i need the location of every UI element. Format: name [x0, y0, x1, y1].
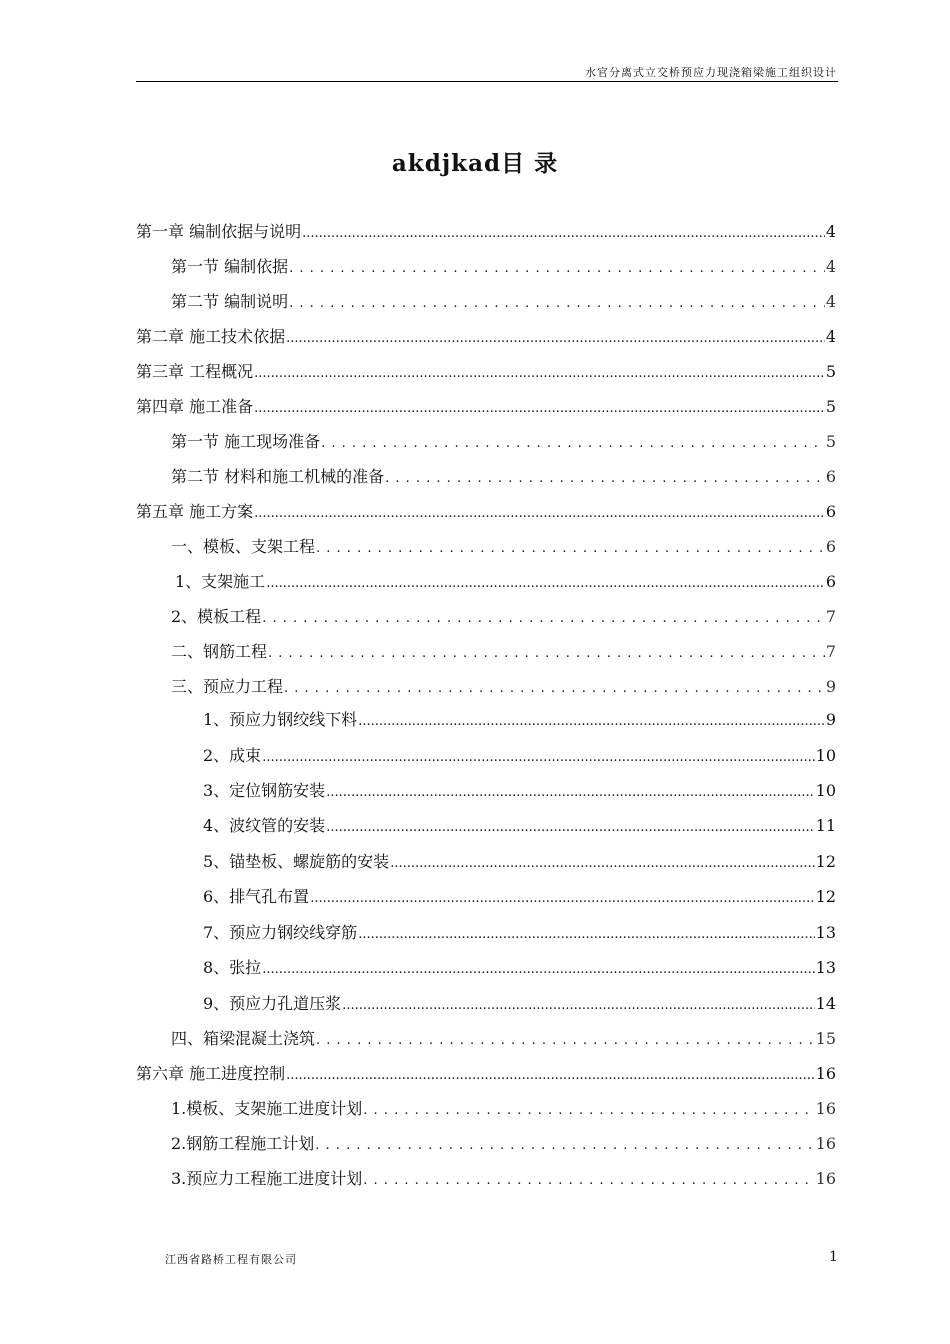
- toc-entry-label: 8、张拉: [203, 958, 262, 977]
- toc-dot-leader: [268, 646, 825, 661]
- toc-entry-label: 4、波纹管的安装: [203, 816, 326, 835]
- toc-entry-page: 12: [815, 887, 836, 906]
- toc-dot-leader: [316, 1033, 815, 1048]
- toc-entry-label: 一、模板、支架工程: [171, 537, 316, 556]
- toc-entry-page: 4: [825, 257, 836, 276]
- toc-entry-label: 第五章 施工方案: [136, 502, 254, 521]
- toc-entry[interactable]: [171, 1166, 836, 1190]
- toc-entry-label: 1、支架施工: [175, 572, 266, 591]
- toc-entry-page: 16: [815, 1169, 836, 1188]
- toc-entry-label: 3.预应力工程施工进度计划: [171, 1169, 363, 1188]
- toc-entry-page: 12: [815, 852, 836, 871]
- toc-dot-leader: [342, 998, 814, 1013]
- footer-company: 江西省路桥工程有限公司: [165, 1253, 297, 1266]
- toc-entry-label: 第三章 工程概况: [136, 362, 254, 381]
- toc-entry[interactable]: [171, 1096, 836, 1120]
- toc-entry[interactable]: [136, 499, 836, 523]
- toc-entry-page: 5: [825, 432, 836, 451]
- toc-entry-page: 16: [815, 1099, 836, 1118]
- toc-entry[interactable]: [203, 849, 836, 873]
- toc-entry[interactable]: [136, 359, 836, 383]
- toc-entry[interactable]: [203, 955, 836, 979]
- toc-entry-page: 7: [825, 607, 836, 626]
- toc-dot-leader: [316, 541, 825, 556]
- toc-entry-label: 第一节 施工现场准备: [171, 432, 321, 451]
- toc-dot-leader: [310, 891, 814, 906]
- toc-entry-label: 7、预应力钢绞线穿筋: [203, 923, 358, 942]
- toc-entry[interactable]: [171, 604, 836, 628]
- toc-entry-label: 1、预应力钢绞线下料: [203, 710, 358, 729]
- toc-dot-leader: [315, 1138, 814, 1153]
- toc-entry[interactable]: [171, 254, 836, 278]
- toc-entry-page: 7: [825, 642, 836, 661]
- toc-dot-leader: [358, 714, 825, 729]
- footer-page-number: 1: [829, 1249, 838, 1265]
- toc-entry-label: 2、模板工程: [171, 607, 262, 626]
- toc-entry[interactable]: [203, 743, 836, 767]
- toc-entry-page: 5: [825, 362, 836, 381]
- toc-entry-label: 6、排气孔布置: [203, 887, 310, 906]
- toc-entry-page: 16: [815, 1134, 836, 1153]
- toc-entry-label: 2、成束: [203, 746, 262, 765]
- toc-entry-page: 4: [825, 292, 836, 311]
- toc-entry-page: 10: [815, 746, 836, 765]
- toc-dot-leader: [321, 436, 825, 451]
- toc-entry-page: 9: [825, 710, 836, 729]
- toc-entry[interactable]: [203, 991, 836, 1015]
- toc-entry[interactable]: [171, 534, 836, 558]
- toc-entry-label: 三、预应力工程: [171, 677, 284, 696]
- toc-entry-page: 4: [825, 327, 836, 346]
- toc-entry[interactable]: [171, 1026, 836, 1050]
- toc-dot-leader: [385, 471, 825, 486]
- toc-entry-page: 11: [815, 816, 836, 835]
- toc-entry-label: 3、定位钢筋安装: [203, 781, 326, 800]
- toc-entry-label: 2.钢筋工程施工计划: [171, 1134, 315, 1153]
- toc-entry-label: 5、锚垫板、螺旋筋的安装: [203, 852, 390, 871]
- toc-entry-label: 1.模板、支架施工进度计划: [171, 1099, 363, 1118]
- toc-entry[interactable]: [171, 429, 836, 453]
- header-rule: [136, 81, 838, 82]
- toc-entry-page: 6: [825, 572, 836, 591]
- toc-dot-leader: [363, 1103, 814, 1118]
- toc-entry-label: 第四章 施工准备: [136, 397, 254, 416]
- toc-dot-leader: [326, 820, 814, 835]
- toc-dot-leader: [254, 366, 825, 381]
- toc-entry-page: 4: [825, 222, 836, 241]
- toc-entry-page: 10: [815, 781, 836, 800]
- toc-entry-page: 5: [825, 397, 836, 416]
- toc-dot-leader: [302, 226, 825, 241]
- toc-entry[interactable]: [136, 324, 836, 348]
- toc-entry-label: 9、预应力孔道压浆: [203, 994, 342, 1013]
- running-header: 水官分离式立交桥预应力现浇箱梁施工组织设计: [585, 66, 837, 79]
- toc-entry[interactable]: [171, 464, 836, 488]
- toc-entry-page: 14: [815, 994, 836, 1013]
- toc-entry-label: 第二节 材料和施工机械的准备: [171, 467, 385, 486]
- toc-dot-leader: [262, 962, 814, 977]
- toc-entry-page: 6: [825, 502, 836, 521]
- toc-entry-label: 四、箱梁混凝土浇筑: [171, 1029, 316, 1048]
- toc-entry-label: 二、钢筋工程: [171, 642, 268, 661]
- toc-dot-leader: [286, 1068, 815, 1083]
- toc-entry[interactable]: [136, 1061, 836, 1085]
- toc-entry-page: 16: [815, 1064, 836, 1083]
- toc-entry-label: 第二章 施工技术依据: [136, 327, 286, 346]
- toc-dot-leader: [286, 331, 825, 346]
- toc-entry[interactable]: [171, 1131, 836, 1155]
- toc-dot-leader: [262, 611, 825, 626]
- toc-dot-leader: [284, 681, 825, 696]
- toc-dot-leader: [363, 1173, 814, 1188]
- toc-entry[interactable]: [203, 813, 836, 837]
- toc-entry-page: 6: [825, 467, 836, 486]
- toc-entry[interactable]: [171, 289, 836, 313]
- toc-entry[interactable]: [171, 639, 836, 663]
- toc-entry[interactable]: [203, 707, 836, 731]
- toc-dot-leader: [254, 506, 825, 521]
- toc-entry-page: 13: [815, 958, 836, 977]
- toc-dot-leader: [262, 750, 814, 765]
- toc-entry-page: 9: [825, 677, 836, 696]
- toc-entry[interactable]: [203, 884, 836, 908]
- toc-entry-page: 15: [815, 1029, 836, 1048]
- toc-entry[interactable]: [203, 778, 836, 802]
- toc-dot-leader: [358, 927, 814, 942]
- toc-entry[interactable]: [136, 394, 836, 418]
- toc-entry-label: 第一章 编制依据与说明: [136, 222, 302, 241]
- toc-dot-leader: [289, 261, 825, 276]
- toc-dot-leader: [326, 785, 814, 800]
- toc-entry-label: 第二节 编制说明: [171, 292, 289, 311]
- toc-dot-leader: [254, 401, 825, 416]
- toc-entry[interactable]: [203, 920, 836, 944]
- toc-entry-label: 第六章 施工进度控制: [136, 1064, 286, 1083]
- toc-entry[interactable]: [175, 569, 836, 593]
- toc-dot-leader: [289, 296, 825, 311]
- toc-entry[interactable]: [136, 219, 836, 243]
- toc-dot-leader: [266, 576, 825, 591]
- toc-entry-page: 13: [815, 923, 836, 942]
- toc-entry-page: 6: [825, 537, 836, 556]
- toc-entry-label: 第一节 编制依据: [171, 257, 289, 276]
- page-title: akdjkad目 录: [391, 150, 559, 177]
- toc-dot-leader: [390, 856, 814, 871]
- toc-entry[interactable]: [171, 674, 836, 698]
